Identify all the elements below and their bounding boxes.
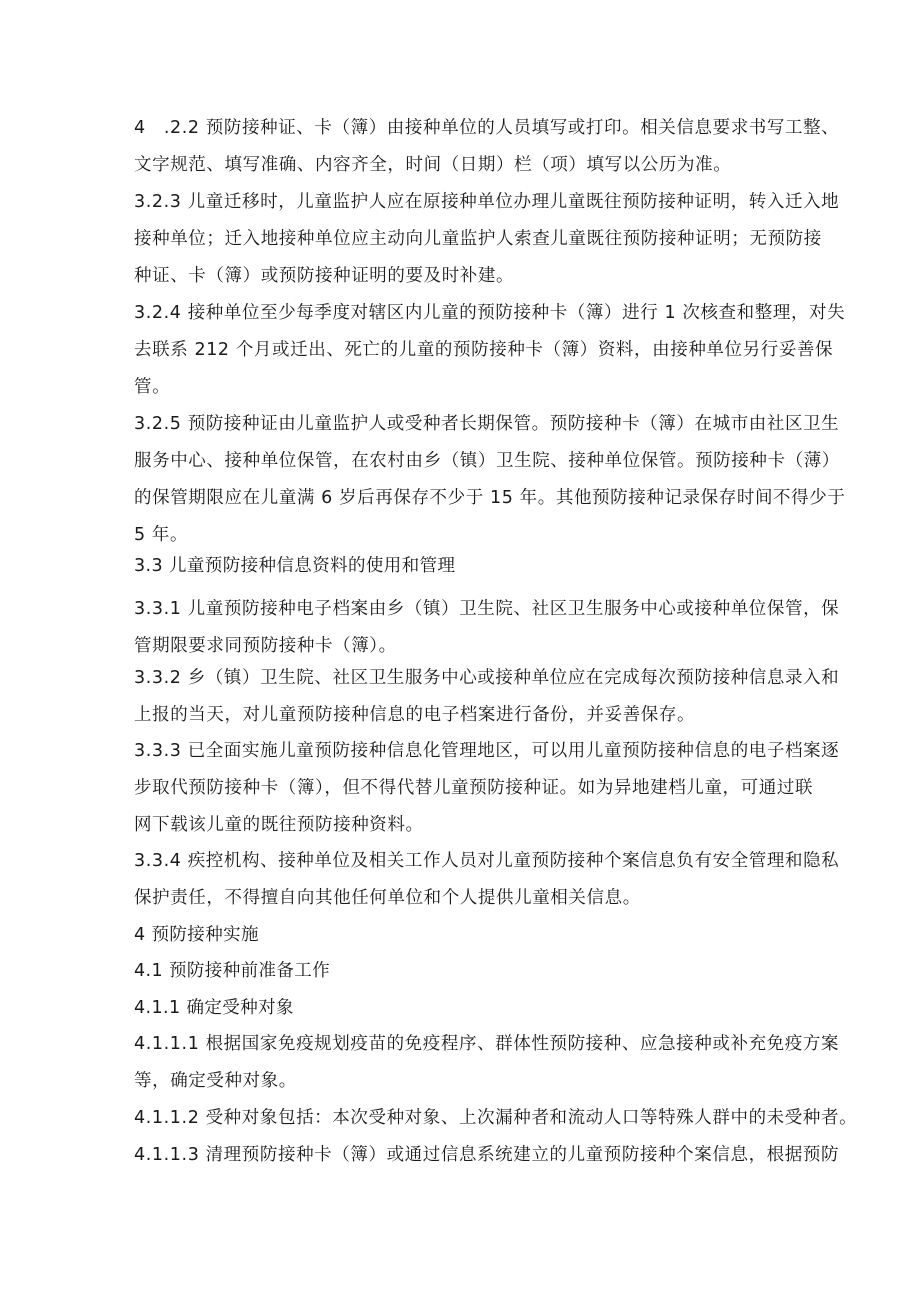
text-line: 的保管期限应在儿童满 6 岁后再保存不少于 15 年。其他预防接种记录保存时间不得少于: [134, 488, 846, 508]
paragraph-3-3-4: [134, 843, 840, 917]
text-line: 接种单位；迁入地接种单位应主动向儿童监护人索查儿童既往预防接种证明；无预防接: [134, 229, 822, 249]
paragraph-3-2-5: [134, 406, 846, 554]
paragraph-3-2-4: [134, 295, 846, 406]
paragraph-3-3-1: [134, 591, 840, 665]
paragraph-3-3-2: [134, 660, 840, 734]
text-line: 种证、卡（簿）或预防接种证明的要及时补建。: [134, 266, 515, 286]
section-heading-3-3: [134, 548, 794, 585]
text-line: 4.1.1.3 清理预防接种卡（簿）或通过信息系统建立的儿童预防接种个案信息，根据预防: [134, 1145, 840, 1165]
paragraph-3-2-3: [134, 184, 840, 295]
text-line: 步取代预防接种卡（簿），但不得代替儿童预防接种证。如为异地建档儿童，可通过联: [134, 778, 814, 798]
text-line: 4 .2.2 预防接种证、卡（簿）由接种单位的人员填写或打印。相关信息要求书写工整、: [134, 118, 840, 138]
text-line: 服务中心、接种单位保管，在农村由乡（镇）卫生院、接种单位保管。预防接种卡（薄）: [134, 451, 840, 471]
heading-text: 4.1 预防接种前准备工作: [134, 961, 331, 981]
text-line: 3.2.3 儿童迁移时，儿童监护人应在原接种单位办理儿童既往预防接种证明，转入迁入地: [134, 192, 840, 212]
text-line: 网下载该儿童的既往预防接种资料。: [134, 815, 424, 835]
text-line: 3.3.2 乡（镇）卫生院、社区卫生服务中心或接种单位应在完成每次预防接种信息录入和: [134, 668, 840, 688]
text-line: 上报的当天，对儿童预防接种信息的电子档案进行备份，并妥善保存。: [134, 705, 696, 725]
text-line: 3.3.4 疾控机构、接种单位及相关工作人员对儿童预防接种个案信息负有安全管理和隐私: [134, 851, 840, 871]
heading-text: 4.1.1 确定受种对象: [134, 998, 294, 1018]
section-heading-4-1: [134, 953, 794, 990]
text-line: 5 年。: [134, 525, 189, 545]
text-line: 3.3.1 儿童预防接种电子档案由乡（镇）卫生院、社区卫生服务中心或接种单位保管，保: [134, 599, 840, 619]
text-line: 3.2.5 预防接种证由儿童监护人或受种者长期保管。预防接种卡（簿）在城市由社区卫生: [134, 414, 840, 434]
paragraph-4-1-1-3: [134, 1137, 840, 1174]
section-heading-4: [134, 917, 794, 954]
paragraph-4-1-1-2: [134, 1100, 858, 1137]
text-line: 4.1.1.2 受种对象包括：本次受种对象、上次漏种者和流动人口等特殊人群中的未受种者。: [134, 1108, 858, 1128]
section-heading-4-1-1: [134, 990, 794, 1027]
text-line: 管期限要求同预防接种卡（簿）。: [134, 636, 397, 656]
text-line: 3.2.4 接种单位至少每季度对辖区内儿童的预防接种卡（簿）进行 1 次核查和整理，对失: [134, 303, 846, 323]
text-line: 3.3.3 已全面实施儿童预防接种信息化管理地区，可以用儿童预防接种信息的电子档案逐: [134, 741, 840, 761]
text-line: 等，确定受种对象。: [134, 1071, 297, 1091]
text-line: 管。: [134, 377, 171, 397]
paragraph-4-2-2: [134, 110, 840, 184]
text-line: 文字规范、填写准确、内容齐全，时间（日期）栏（项）填写以公历为准。: [134, 155, 732, 175]
text-line: 去联系 212 个月或迁出、死亡的儿童的预防接种卡（簿）资料，由接种单位另行妥善保: [134, 340, 834, 360]
paragraph-3-3-3: [134, 733, 840, 844]
heading-text: 4 预防接种实施: [134, 925, 259, 945]
heading-text: 3.3 儿童预防接种信息资料的使用和管理: [134, 556, 456, 576]
paragraph-4-1-1-1: [134, 1026, 840, 1100]
text-line: 4.1.1.1 根据国家免疫规划疫苗的免疫程序、群体性预防接种、应急接种或补充免疫方案: [134, 1034, 840, 1054]
text-line: 保护责任，不得擅自向其他任何单位和个人提供儿童相关信息。: [134, 888, 641, 908]
